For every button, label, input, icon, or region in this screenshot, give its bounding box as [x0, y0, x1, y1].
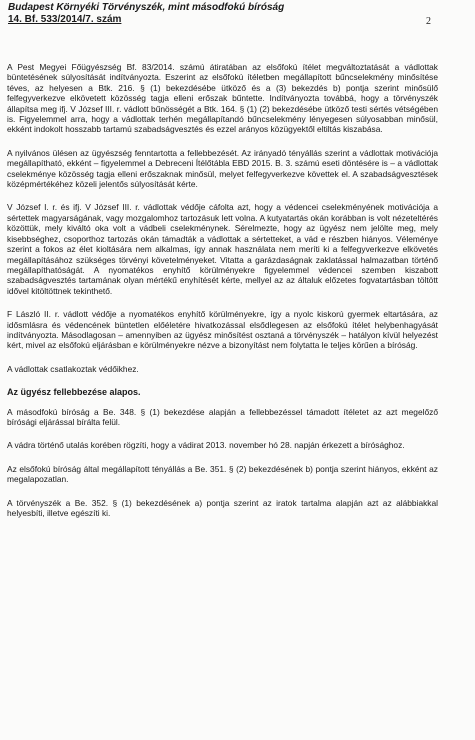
document-body	[7, 62, 438, 518]
paragraph-review-basis: A másodfokú bíróság a Be. 348. § (1) bekezdése alapján a fellebbezéssel támadott ítéletet az azt megelőző bírósági eljárással bírálta felül.	[7, 406, 438, 427]
paragraph-prosecution-appeal: A Pest Megyei Főügyészség Bf. 83/2014. számú átiratában az elsőfokú ítélet megváltoztatását a vádlottak büntetésének súlyosítását indítványozta. Eszerint az elsőfokú ítéletben megállapított bűncselekmény minősítése téves, az helyesen a Btk. 216. § (1) bekezdésébe ütköző és a (3) bekezdés b) pontja szerint minősülő felfegyverkezve elkövetett közösség tagja elleni erőszak bűntette. Indítványozta továbbá, hogy a törvényszék állapítsa meg ifj. V József III. r. vádlott bűnösségét a Btk. 164. § (1) (2) bekezdésébe ütköző testi sértés vétségében is. Figyelemmel arra, hogy a vádlottak terhén megállapítandó bűncselekmény lényegesen súlyosabban minősül, ekként indokolt hosszabb tartamú szabadságvesztés és ezzel arányos közügyektől eltiltás kiszabása.	[7, 62, 438, 135]
paragraph-defendants-joined: A vádlottak csatlakoztak védőikhez.	[7, 363, 139, 374]
paragraph-indictment-date: A vádra történő utalás korében rögzíti, hogy a vádirat 2013. november hó 28. napján érkezett a bírósághoz.	[7, 440, 405, 451]
paragraph-defense-second: F László II. r. vádlott védője a nyomatékos enyhítő körülményekre, így a nyolc kiskorú gyermek eltartására, az idősmlásra és védencének büntetlen előéletére hivatkozással elsődlegesen az elsőfokú ítélet helybenhagyását indítványozta. Másodlagosan – amennyiben az ügyész minősítést osztaná a törvényszék – hatályon kívül helyezést kért, mivel az elsőfokú eljárásban e körülményekre nézve a bizonyítást nem folytatta le teljes körűen a bíróság.	[7, 309, 438, 351]
paragraph-facts-incomplete: Az elsőfokú bíróság által megállapított tényállás a Be. 351. § (2) bekezdésének b) pontja szerint hiányos, ekként az megalapozatlan.	[7, 463, 438, 485]
page-number: 2	[426, 16, 431, 27]
paragraph-facts-corrected: A törvényszék a Be. 352. § (1) bekezdésének a) pontja szerint az iratok tartalma alapján azt az alábbiakkal helyesbíti, illetve egészíti ki.	[7, 497, 438, 518]
document-header	[8, 2, 308, 26]
paragraph-defense-first: V József I. r. és ifj. V József III. r. vádlottak védője cáfolta azt, hogy a védencei cselekményének motivációja a sértettek magyarságának, vagy mozgalomhoz tartozásuk lett volna. A kutyatartás okán korábban is volt nézeteltérés közöttük, mely kiváltó oka volt a vádbeli cselekménynek. Sérelmezte, hogy az ügyész nem jelölte meg, mely kisebbséghez, csoporthoz tartozás okán támadták a vádlottak a sértetteket, a vád e részben hiányos. Véleménye szerint a fokos az élet kioltására nem alkalmas, így annak használata nem meríti ki a felfegyverkezve elkövetés megállapításához szükséges törvényi követelményeket. Vitatta a garázdaságnak zaklatással halmazatban történő megállapíthatóságát. A nyomatékos enyhítő körülményekre figyelemmel védencei szemben kiszabott szabadságvesztés tartamának olyan mértékű enyhítését kérte, mellyel az az általuk előzetes fogvatartásban töltött idővel kitöltöttnek tekinthető.	[7, 202, 438, 296]
paragraph-public-hearing: A nyilvános ülésen az ügyészség fenntartotta a fellebbezését. Az irányadó tényállás szerint a vádlottak motivációja megállapítható, ekként – figyelemmel a Debreceni Ítélőtábla EBD 2015. B. 3. számú eseti döntésére is – a vádlottak cselekménye közösség tagja elleni erőszaknak minősül, melyet felfegyverkezve követtek el. A szabadságvesztések középmértékéhez közeli jelentős súlyosítását kérte.	[7, 147, 438, 190]
court-name: Budapest Környéki Törvényszék, mint másodfokú bíróság	[8, 2, 285, 13]
case-number: 14. Bf. 533/2014/7. szám	[8, 14, 122, 25]
section-heading: Az ügyész fellebbezése alapos.	[7, 387, 141, 398]
